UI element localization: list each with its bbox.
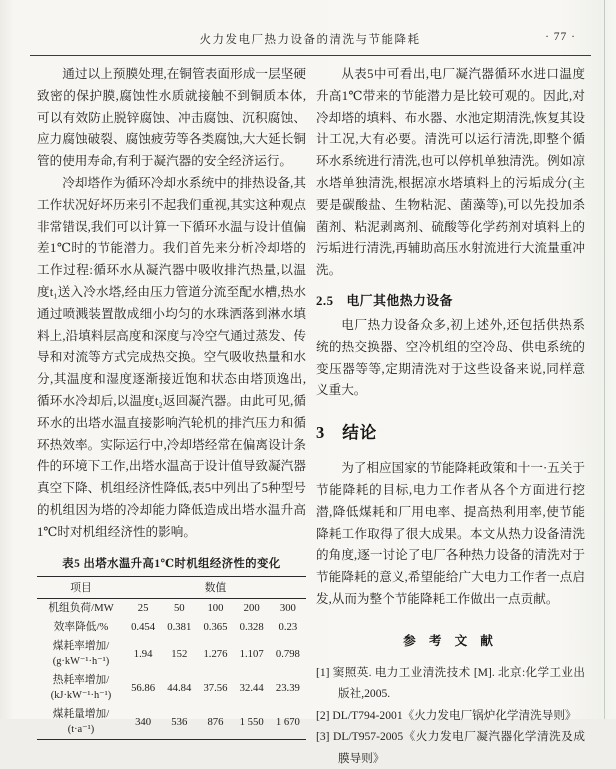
paragraph: 冷却塔作为循环冷却水系统中的排热设备,其工作状况好坏历来引不起我们重视,其实这种观点非常错误,我们可以计算一下循环水温与设计值偏差1℃时的节能潜力。我们首先来分析冷却塔的工作过程:循环水从凝汽器中吸收排汽热量,以温度t₁送入冷水塔,经由压力管道分流至配水槽,热水通过喷溅装置散成细小均匀的水珠洒落到淋水填料上,沿填料层高度和深度与冷空气通过蒸发、传导和对流等方式完成热交换。空气吸收热量和水分,其温度和湿度逐渐接近饱和状态由塔顶逸出,循环水冷却后,以温度t₂返回凝汽器。由此可见,循环水的出塔水温直接影响汽轮机的排汽压力和循环热效率。实际运行中,冷却塔经常在偏离设计条件的环境下工作,出塔水温高于设计值导致凝汽器真空下降、机组经济性降低,表5中列出了5种型号的机组因为塔的冷却能力降低造成出塔水温升高1℃时对机组经济性的影响。 — [37, 175, 306, 539]
running-title: 火力发电厂热力设备的清洗与节能降耗 — [199, 34, 421, 46]
cell-value: 32.44 — [239, 681, 264, 694]
row-label — [37, 598, 125, 618]
cell-value: 23.39 — [275, 681, 300, 694]
row-label — [37, 671, 125, 705]
cell-value: 0.328 — [239, 621, 264, 634]
cell-value: 1.276 — [203, 647, 228, 660]
table-header-item: 项目 — [37, 576, 125, 598]
table-row — [37, 618, 306, 637]
reference-item: [3] DL/T957-2005《火力发电厂凝汽器化学清洗及成膜导则》 — [316, 730, 585, 765]
cell-value: 340 — [135, 715, 152, 728]
row-label — [37, 705, 125, 740]
cell-value: 0.454 — [131, 621, 156, 634]
cell-value: 876 — [207, 715, 224, 728]
cell-value: 1 670 — [275, 715, 300, 728]
left-column — [37, 64, 306, 740]
row-unit-text: (kJ·kW⁻¹·h⁻¹) — [50, 689, 112, 701]
cell-value: 50 — [173, 602, 185, 615]
section-number: 3 — [316, 423, 326, 443]
paragraph: 电厂热力设备众多,初上述外,还包括供热系统的热交换器、空冷机组的空冷岛、供电系统的变压器等等,定期清洗对于这些设备来说,同样意义重大。 — [316, 317, 585, 398]
paragraph: 通过以上预膜处理,在铜管表面形成一层坚硬致密的保护膜,腐蚀性水质就接触不到铜质本体,可以有效防止脱锌腐蚀、冲击腐蚀、沉积腐蚀、应力腐蚀破裂、腐蚀疲劳等各类腐蚀,大大延长铜管的使用寿命,有利于凝汽器的安全经济运行。 — [37, 67, 306, 169]
section-heading-3 — [316, 419, 585, 443]
cell-value: 536 — [171, 715, 188, 728]
cell-value: 300 — [279, 602, 296, 615]
row-label — [37, 637, 125, 671]
scan-page-edge — [604, 0, 605, 719]
section-heading-2-5 — [316, 290, 585, 309]
cell-value: 56.86 — [131, 681, 156, 694]
table-header-row — [37, 576, 306, 598]
table-row — [37, 671, 306, 705]
table-row — [37, 637, 306, 671]
cell-value: 1.107 — [239, 647, 264, 660]
table-row — [37, 705, 306, 740]
section-number: 2.5 — [316, 293, 334, 308]
references-heading: 参 考 文 献 — [403, 633, 498, 648]
row-label-text: 煤耗量增加/ — [52, 707, 110, 720]
row-label-text: 效率降低/% — [53, 620, 109, 633]
cell-value: 1 550 — [239, 715, 264, 728]
cell-value: 200 — [243, 602, 260, 615]
row-label-text: 热耗率增加/ — [52, 673, 110, 686]
header-rule — [30, 55, 591, 56]
cell-value: 100 — [207, 602, 224, 615]
page-number: · 77 · — [545, 31, 576, 43]
cell-value: 1.94 — [133, 647, 153, 660]
row-label-text: 机组负荷/MW — [48, 601, 114, 614]
section-title: 结论 — [342, 423, 378, 443]
cell-value: 37.56 — [203, 681, 228, 694]
table-caption: 表5 出塔水温升高1℃时机组经济性的变化 — [62, 557, 281, 570]
page-header — [30, 31, 590, 51]
reference-item: [1] 窦照英. 电力工业清洗技术 [M]. 北京:化学工业出版社,2005. — [316, 665, 585, 701]
paragraph: 为了相应国家的节能降耗政策和十一·五关于节能降耗的目标,电力工作者从各个方面进行挖潜,降低煤耗和厂用电率、提高热利用率,使节能降耗工作取得了很大成果。本文从热力设备清洗的角度,逐一讨论了电厂各种热力设备的清洗对于节能降耗的意义,希望能给广大电力工作者一点启发,从而为整个节能降耗工作做出一点贡献。 — [316, 461, 585, 606]
cell-value: 44.84 — [167, 681, 192, 694]
table-header-value: 数值 — [125, 576, 306, 598]
row-label — [37, 618, 125, 637]
cell-value: 152 — [171, 647, 188, 660]
cell-value: 0.23 — [278, 621, 298, 634]
right-column — [316, 64, 585, 769]
row-label-text: 煤耗率增加/ — [52, 639, 110, 652]
cell-value: 0.381 — [167, 621, 192, 634]
reference-item: [2] DL/T794-2001《火力发电厂锅炉化学清洗导则》 — [316, 708, 577, 722]
section-title: 电厂其他热力设备 — [346, 292, 453, 308]
paragraph: 从表5中可看出,电厂凝汽器循环水进口温度升高1℃带来的节能潜力是比较可观的。因此,对冷却塔的填料、布水器、水池定期清洗,恢复其设计工况,大有必要。清洗可以运行清洗,即整个循环水系统进行清洗,也可以停机单独清洗。例如凉水塔单独清洗,根据凉水塔填料上的污垢成分(主要是碳酸盐、生物粘泥、菌藻等),可以先投加杀菌剂、粘泥剥离剂、硫酸等化学药剂对填料上的污垢进行清洗,再辅助高压水射流进行大流量重冲洗。 — [316, 67, 585, 278]
table-5 — [37, 576, 306, 740]
row-unit-text: (g·kW⁻¹·h⁻¹) — [52, 655, 110, 667]
cell-value: 0.798 — [275, 647, 300, 660]
table-row — [37, 598, 306, 618]
row-unit-text: (t·a⁻¹) — [67, 723, 95, 735]
cell-value: 0.365 — [203, 621, 228, 634]
cell-value: 25 — [137, 602, 149, 615]
